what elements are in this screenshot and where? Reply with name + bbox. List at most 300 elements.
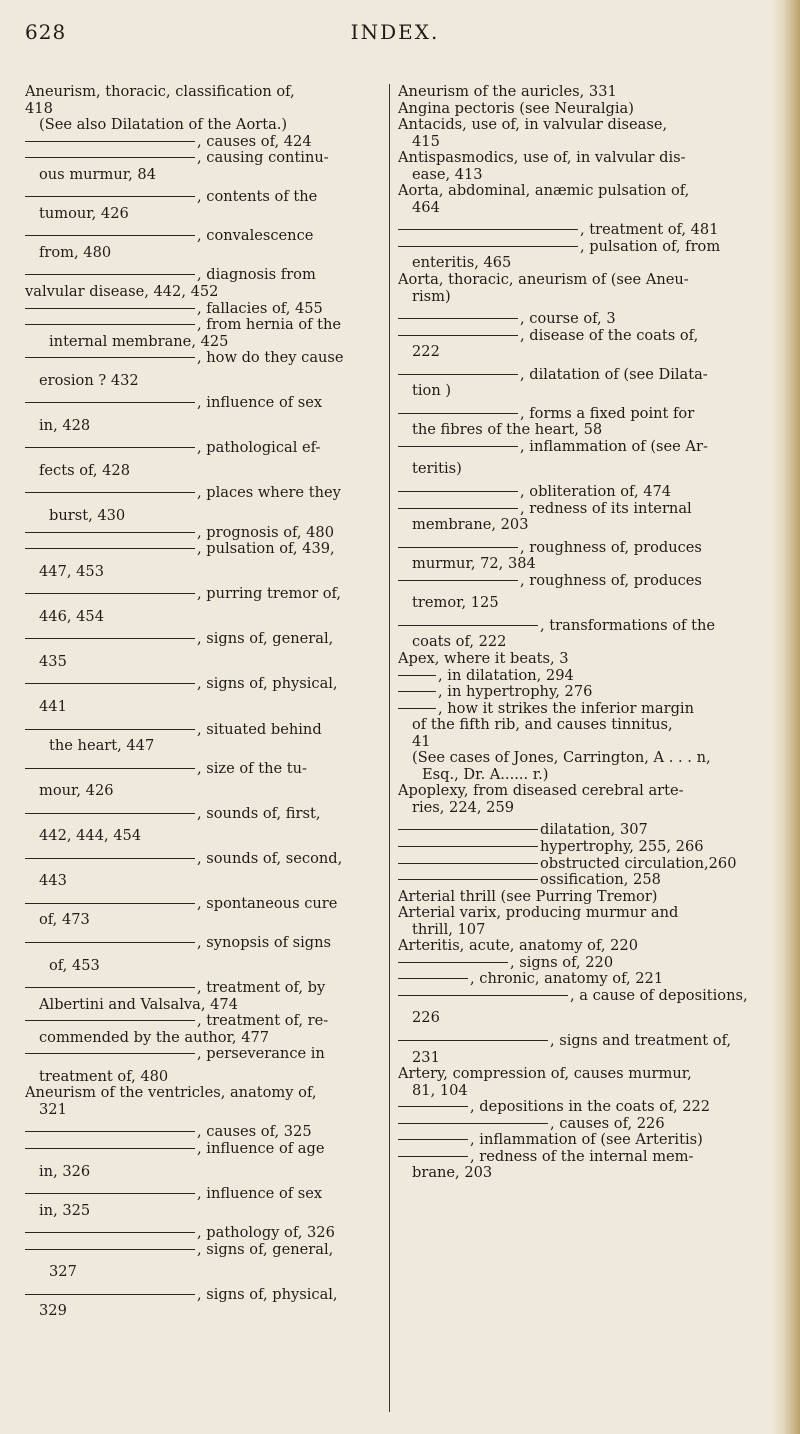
- index-line-text: , chronic, anatomy of, 221: [470, 971, 664, 988]
- index-line-text: , signs of, general,: [197, 1241, 334, 1258]
- index-line-text: , size of the tu-: [197, 760, 307, 777]
- ditto-dash: [398, 708, 436, 709]
- index-line-text: , in dilatation, 294: [438, 667, 574, 684]
- index-line: [398, 767, 766, 784]
- ditto-dash: [398, 318, 518, 319]
- index-line: [25, 373, 385, 390]
- index-line: [398, 800, 766, 817]
- index-column-right: [398, 84, 766, 1182]
- index-line: [398, 183, 766, 200]
- ditto-dash: [25, 768, 195, 769]
- index-line-text: , roughness of, produces: [520, 539, 702, 556]
- index-line-text: , synopsis of signs: [197, 934, 332, 951]
- index-line: [398, 501, 766, 518]
- index-line-text: from, 480: [39, 244, 112, 261]
- ditto-dash: [398, 374, 518, 375]
- index-line: [25, 101, 385, 118]
- index-line-text: Artery, compression of, causes murmur,: [398, 1066, 692, 1083]
- ditto-dash: [398, 446, 518, 447]
- index-line: [398, 734, 766, 751]
- ditto-dash: [25, 1020, 195, 1021]
- index-line-text: internal membrane, 425: [49, 333, 229, 350]
- index-line-text: in, 326: [39, 1163, 91, 1180]
- index-line: [25, 783, 385, 800]
- index-line-text: Apoplexy, from diseased cerebral arte-: [398, 783, 684, 800]
- ditto-dash: [25, 903, 195, 904]
- index-line: [398, 922, 766, 939]
- index-line: [25, 1242, 385, 1259]
- index-line: [25, 1186, 385, 1203]
- index-line-text: of, 453: [49, 957, 100, 974]
- index-line: [398, 272, 766, 289]
- index-line: [398, 971, 766, 988]
- index-line-text: ease, 413: [412, 166, 483, 183]
- ditto-dash: [398, 246, 578, 247]
- index-line: [398, 856, 766, 873]
- ditto-dash: [398, 1106, 468, 1107]
- index-line: [25, 997, 385, 1014]
- index-line: [25, 1303, 385, 1320]
- index-line-text: , pathology of, 326: [197, 1225, 335, 1242]
- ditto-dash: [398, 491, 518, 492]
- index-line-text: hypertrophy, 255, 266: [540, 838, 704, 855]
- index-line-text: , sounds of, first,: [197, 805, 321, 822]
- index-line-text: the fibres of the heart, 58: [412, 422, 603, 439]
- index-line-text: , treatment of, 481: [580, 222, 719, 239]
- index-line-text: 443: [39, 873, 67, 890]
- ditto-dash: [398, 580, 518, 581]
- index-line-text: , perseverance in: [197, 1046, 325, 1063]
- index-line: [398, 668, 766, 685]
- index-line: [398, 822, 766, 839]
- page-number: 628: [25, 20, 67, 44]
- index-line: [25, 738, 385, 755]
- index-line: [398, 905, 766, 922]
- index-line: [25, 676, 385, 693]
- index-line: [25, 564, 385, 581]
- index-line: [25, 1085, 385, 1102]
- index-line-text: of, 473: [39, 912, 90, 929]
- index-line-text: (See also Dilatation of the Aorta.): [39, 117, 288, 134]
- index-line: [398, 200, 766, 217]
- index-line: [398, 1165, 766, 1182]
- ditto-dash: [25, 548, 195, 549]
- index-line-text: , disease of the coats of,: [520, 327, 699, 344]
- ditto-dash: [25, 492, 195, 493]
- index-line-text: ries, 224, 259: [412, 799, 515, 816]
- index-line-text: , causing continu-: [197, 150, 329, 167]
- index-line: [25, 1013, 385, 1030]
- index-line-text: Aneurism of the ventricles, anatomy of,: [25, 1085, 317, 1102]
- ditto-dash: [398, 229, 578, 230]
- index-line: [398, 439, 766, 456]
- index-line: [398, 134, 766, 151]
- index-line-text: 231: [412, 1049, 440, 1066]
- index-line-text: , a cause of depositions,: [570, 987, 748, 1004]
- index-line: [398, 540, 766, 557]
- index-line: [398, 783, 766, 800]
- index-line: [398, 344, 766, 361]
- index-line-text: 222: [412, 344, 440, 361]
- ditto-dash: [25, 729, 195, 730]
- index-line: [25, 980, 385, 997]
- ditto-dash: [398, 1156, 468, 1157]
- index-line-text: 418: [25, 100, 53, 117]
- index-line: [25, 525, 385, 542]
- index-line: [398, 422, 766, 439]
- index-line: [398, 1149, 766, 1166]
- index-line: [398, 955, 766, 972]
- index-line: [25, 935, 385, 952]
- index-line-text: erosion ? 432: [39, 372, 139, 389]
- index-line-text: Aneurism, thoracic, classification of,: [25, 84, 295, 100]
- index-line: [398, 1116, 766, 1133]
- index-line: [25, 722, 385, 739]
- index-line: [398, 1033, 766, 1050]
- ditto-dash: [25, 1294, 195, 1295]
- index-line: [398, 328, 766, 345]
- index-line: [398, 988, 766, 1005]
- index-line-text: obstructed circulation,260: [540, 855, 737, 872]
- ditto-dash: [398, 1040, 548, 1041]
- index-line-text: 447, 453: [39, 563, 104, 580]
- index-line-text: teritis): [412, 461, 462, 478]
- index-line: [25, 206, 385, 223]
- index-line: [398, 556, 766, 573]
- ditto-dash: [25, 1249, 195, 1250]
- index-line: [398, 573, 766, 590]
- index-line-text: , signs and treatment of,: [550, 1032, 732, 1049]
- index-line-text: , convalescence: [197, 228, 314, 245]
- index-line-text: , depositions in the coats of, 222: [470, 1099, 711, 1116]
- ditto-dash: [25, 683, 195, 684]
- index-line: [398, 383, 766, 400]
- ditto-dash: [398, 829, 538, 830]
- ditto-dash: [398, 335, 518, 336]
- index-line-text: in, 325: [39, 1202, 91, 1219]
- index-line-text: , dilatation of (see Dilata-: [520, 366, 708, 383]
- index-line-text: , signs of, 220: [510, 954, 614, 971]
- index-line: [398, 367, 766, 384]
- ditto-dash: [398, 691, 436, 692]
- index-line-text: 81, 104: [412, 1082, 468, 1099]
- ditto-dash: [398, 962, 508, 963]
- index-line: [398, 239, 766, 256]
- index-line-text: , pulsation of, 439,: [197, 541, 335, 558]
- index-line: [25, 1102, 385, 1119]
- index-line: [398, 101, 766, 118]
- index-line: [25, 912, 385, 929]
- index-line: [398, 484, 766, 501]
- page-header: [25, 20, 765, 50]
- index-line: [398, 634, 766, 651]
- index-line-text: , diagnosis from: [197, 267, 316, 284]
- index-line-text: tremor, 125: [412, 595, 499, 612]
- ditto-dash: [25, 858, 195, 859]
- index-line: [398, 750, 766, 767]
- index-line-text: , contents of the: [197, 189, 318, 206]
- index-line: [25, 541, 385, 558]
- index-line: [25, 284, 385, 301]
- index-line-text: , how it strikes the inferior margin: [438, 700, 694, 717]
- index-line: [25, 631, 385, 648]
- index-line-text: , signs of, physical,: [197, 1286, 338, 1303]
- index-line: [398, 1083, 766, 1100]
- index-line: [25, 609, 385, 626]
- index-line-text: dilatation, 307: [540, 822, 648, 839]
- index-line: [25, 150, 385, 167]
- index-line-text: 441: [39, 698, 67, 715]
- index-line-text: mour, 426: [39, 783, 114, 800]
- index-line-text: thrill, 107: [412, 921, 486, 938]
- index-line: [25, 1124, 385, 1141]
- index-line-text: Arteritis, acute, anatomy of, 220: [398, 938, 638, 955]
- index-line: [398, 701, 766, 718]
- index-line-text: , prognosis of, 480: [197, 524, 334, 541]
- index-line: [398, 222, 766, 239]
- index-line-text: , inflammation of (see Arteritis): [470, 1132, 703, 1149]
- index-line-text: 329: [39, 1303, 67, 1320]
- index-line: [25, 1046, 385, 1063]
- index-line: [25, 134, 385, 151]
- ditto-dash: [25, 196, 195, 197]
- index-line: [398, 1099, 766, 1116]
- index-line: [398, 406, 766, 423]
- index-line-text: 464: [412, 199, 440, 216]
- ditto-dash: [25, 532, 195, 533]
- index-line: [25, 440, 385, 457]
- index-line-text: Esq., Dr. A...... r.): [422, 766, 549, 783]
- index-line-text: , pathological ef-: [197, 440, 321, 457]
- index-line: [25, 418, 385, 435]
- index-line-text: 321: [39, 1101, 67, 1118]
- index-line: [398, 289, 766, 306]
- index-line-text: , inflammation of (see Ar-: [520, 438, 708, 455]
- index-line: [25, 485, 385, 502]
- index-line-text: murmur, 72, 384: [412, 556, 536, 573]
- ditto-dash: [25, 447, 195, 448]
- index-line-text: Aorta, thoracic, aneurism of (see Aneu-: [398, 272, 689, 289]
- index-line-text: , redness of its internal: [520, 500, 692, 517]
- index-line-text: , causes of, 424: [197, 133, 312, 150]
- index-line-text: , redness of the internal mem-: [470, 1148, 694, 1165]
- index-line: [25, 228, 385, 245]
- index-line: [25, 334, 385, 351]
- index-line-text: , signs of, physical,: [197, 676, 338, 693]
- index-line: [398, 717, 766, 734]
- index-line: [398, 839, 766, 856]
- index-line-text: the heart, 447: [49, 738, 155, 755]
- index-line: [398, 117, 766, 134]
- ditto-dash: [25, 638, 195, 639]
- index-line: [25, 586, 385, 603]
- index-line-text: treatment of, 480: [39, 1068, 169, 1085]
- index-line-text: Albertini and Valsalva, 474: [39, 996, 238, 1013]
- index-line-text: , influence of sex: [197, 395, 323, 412]
- index-line: [398, 618, 766, 635]
- ditto-dash: [25, 357, 195, 358]
- ditto-dash: [398, 863, 538, 864]
- index-line: [25, 1264, 385, 1281]
- index-line: [25, 1030, 385, 1047]
- index-line-text: , treatment of, re-: [197, 1013, 329, 1030]
- index-line: [398, 461, 766, 478]
- running-title: INDEX.: [350, 20, 440, 44]
- index-line-text: Aneurism of the auricles, 331: [398, 84, 617, 100]
- ditto-dash: [25, 942, 195, 943]
- index-line: [398, 1010, 766, 1027]
- ditto-dash: [25, 593, 195, 594]
- index-line: [25, 1164, 385, 1181]
- index-line-text: tion ): [412, 383, 452, 400]
- index-line: [398, 684, 766, 701]
- index-line-text: 442, 444, 454: [39, 828, 142, 845]
- index-line: [25, 654, 385, 671]
- ditto-dash: [398, 879, 538, 880]
- index-line-text: 415: [412, 133, 440, 150]
- ditto-dash: [25, 1131, 195, 1132]
- index-line: [25, 317, 385, 334]
- index-line-text: , spontaneous cure: [197, 895, 338, 912]
- index-line-text: Antispasmodics, use of, in valvular dis-: [398, 150, 686, 167]
- index-line-text: , how do they cause: [197, 350, 344, 367]
- index-line-text: , obliteration of, 474: [520, 484, 672, 501]
- ditto-dash: [25, 1053, 195, 1054]
- index-line: [25, 84, 385, 101]
- index-line: [25, 1069, 385, 1086]
- index-line-text: , pulsation of, from: [580, 238, 721, 255]
- index-line: [25, 267, 385, 284]
- index-line-text: in, 428: [39, 417, 91, 434]
- ditto-dash: [398, 508, 518, 509]
- index-line-text: , influence of sex: [197, 1186, 323, 1203]
- index-line-text: Aorta, abdominal, anæmic pulsation of,: [398, 183, 690, 200]
- index-line: [398, 84, 766, 101]
- ditto-dash: [398, 1139, 468, 1140]
- index-line-text: valvular disease, 442, 452: [25, 284, 219, 301]
- index-line-text: , causes of, 325: [197, 1124, 312, 1141]
- index-line-text: tumour, 426: [39, 205, 129, 222]
- index-line-text: , causes of, 226: [550, 1115, 665, 1132]
- index-line: [25, 1203, 385, 1220]
- ditto-dash: [25, 1232, 195, 1233]
- index-line-text: , influence of age: [197, 1140, 325, 1157]
- ditto-dash: [398, 547, 518, 548]
- index-line-text: 435: [39, 653, 67, 670]
- index-line: [398, 595, 766, 612]
- index-line-text: , signs of, general,: [197, 631, 334, 648]
- index-line: [25, 806, 385, 823]
- index-line-text: coats of, 222: [412, 634, 507, 651]
- index-line-text: membrane, 203: [412, 517, 529, 534]
- index-line-text: fects of, 428: [39, 462, 131, 479]
- index-line: [25, 350, 385, 367]
- index-line: [25, 189, 385, 206]
- index-line-text: , fallacies of, 455: [197, 300, 323, 317]
- ditto-dash: [25, 402, 195, 403]
- index-line: [398, 167, 766, 184]
- index-line: [398, 1050, 766, 1067]
- index-line: [25, 958, 385, 975]
- ditto-dash: [398, 978, 468, 979]
- index-line-text: , forms a fixed point for: [520, 405, 695, 422]
- index-line-text: (See cases of Jones, Carrington, A . . . n,: [412, 750, 711, 767]
- index-line-text: enteritis, 465: [412, 255, 512, 272]
- page-edge: [772, 0, 800, 1434]
- index-line: [398, 938, 766, 955]
- index-line-text: , from hernia of the: [197, 317, 342, 334]
- index-line: [25, 1225, 385, 1242]
- ditto-dash: [398, 413, 518, 414]
- column-divider: [389, 84, 390, 1412]
- index-line-text: , course of, 3: [520, 311, 616, 328]
- index-line: [25, 873, 385, 890]
- index-line: [398, 517, 766, 534]
- index-line-text: , treatment of, by: [197, 980, 326, 997]
- index-line-text: ossification, 258: [540, 872, 661, 889]
- index-line-text: brane, 203: [412, 1165, 493, 1182]
- ditto-dash: [25, 1193, 195, 1194]
- index-line-text: , purring tremor of,: [197, 586, 342, 603]
- index-line-text: Arterial thrill (see Purring Tremor): [398, 888, 658, 905]
- ditto-dash: [25, 1148, 195, 1149]
- ditto-dash: [25, 308, 195, 309]
- index-line-text: 226: [412, 1010, 440, 1027]
- index-line-text: ous murmur, 84: [39, 166, 156, 183]
- ditto-dash: [25, 157, 195, 158]
- index-line: [25, 117, 385, 134]
- index-line-text: 446, 454: [39, 608, 104, 625]
- index-line-text: , situated behind: [197, 721, 322, 738]
- ditto-dash: [398, 846, 538, 847]
- index-line: [25, 245, 385, 262]
- index-line-text: , roughness of, produces: [520, 572, 702, 589]
- index-line: [25, 463, 385, 480]
- index-line: [25, 301, 385, 318]
- index-line: [398, 255, 766, 272]
- index-line: [25, 896, 385, 913]
- ditto-dash: [398, 625, 538, 626]
- index-line: [398, 1132, 766, 1149]
- index-line: [25, 761, 385, 778]
- index-line: [25, 167, 385, 184]
- index-line-text: Apex, where it beats, 3: [398, 650, 569, 667]
- index-line-text: Arterial varix, producing murmur and: [398, 905, 679, 922]
- index-line-text: burst, 430: [49, 508, 126, 525]
- ditto-dash: [25, 141, 195, 142]
- index-line: [25, 508, 385, 525]
- index-line-text: , places where they: [197, 485, 341, 502]
- index-line: [398, 889, 766, 906]
- index-line-text: Angina pectoris (see Neuralgia): [398, 100, 634, 117]
- index-line: [25, 1287, 385, 1304]
- ditto-dash: [398, 1123, 548, 1124]
- index-line: [25, 851, 385, 868]
- index-line: [25, 828, 385, 845]
- ditto-dash: [398, 675, 436, 676]
- index-line: [25, 1141, 385, 1158]
- index-line: [398, 311, 766, 328]
- index-line-text: , transformations of the: [540, 617, 715, 634]
- ditto-dash: [25, 324, 195, 325]
- index-line: [25, 395, 385, 412]
- index-line-text: , in hypertrophy, 276: [438, 684, 593, 701]
- index-line-text: 41: [412, 733, 431, 750]
- index-line: [25, 699, 385, 716]
- ditto-dash: [25, 274, 195, 275]
- index-line-text: 327: [49, 1264, 77, 1281]
- index-line: [398, 1066, 766, 1083]
